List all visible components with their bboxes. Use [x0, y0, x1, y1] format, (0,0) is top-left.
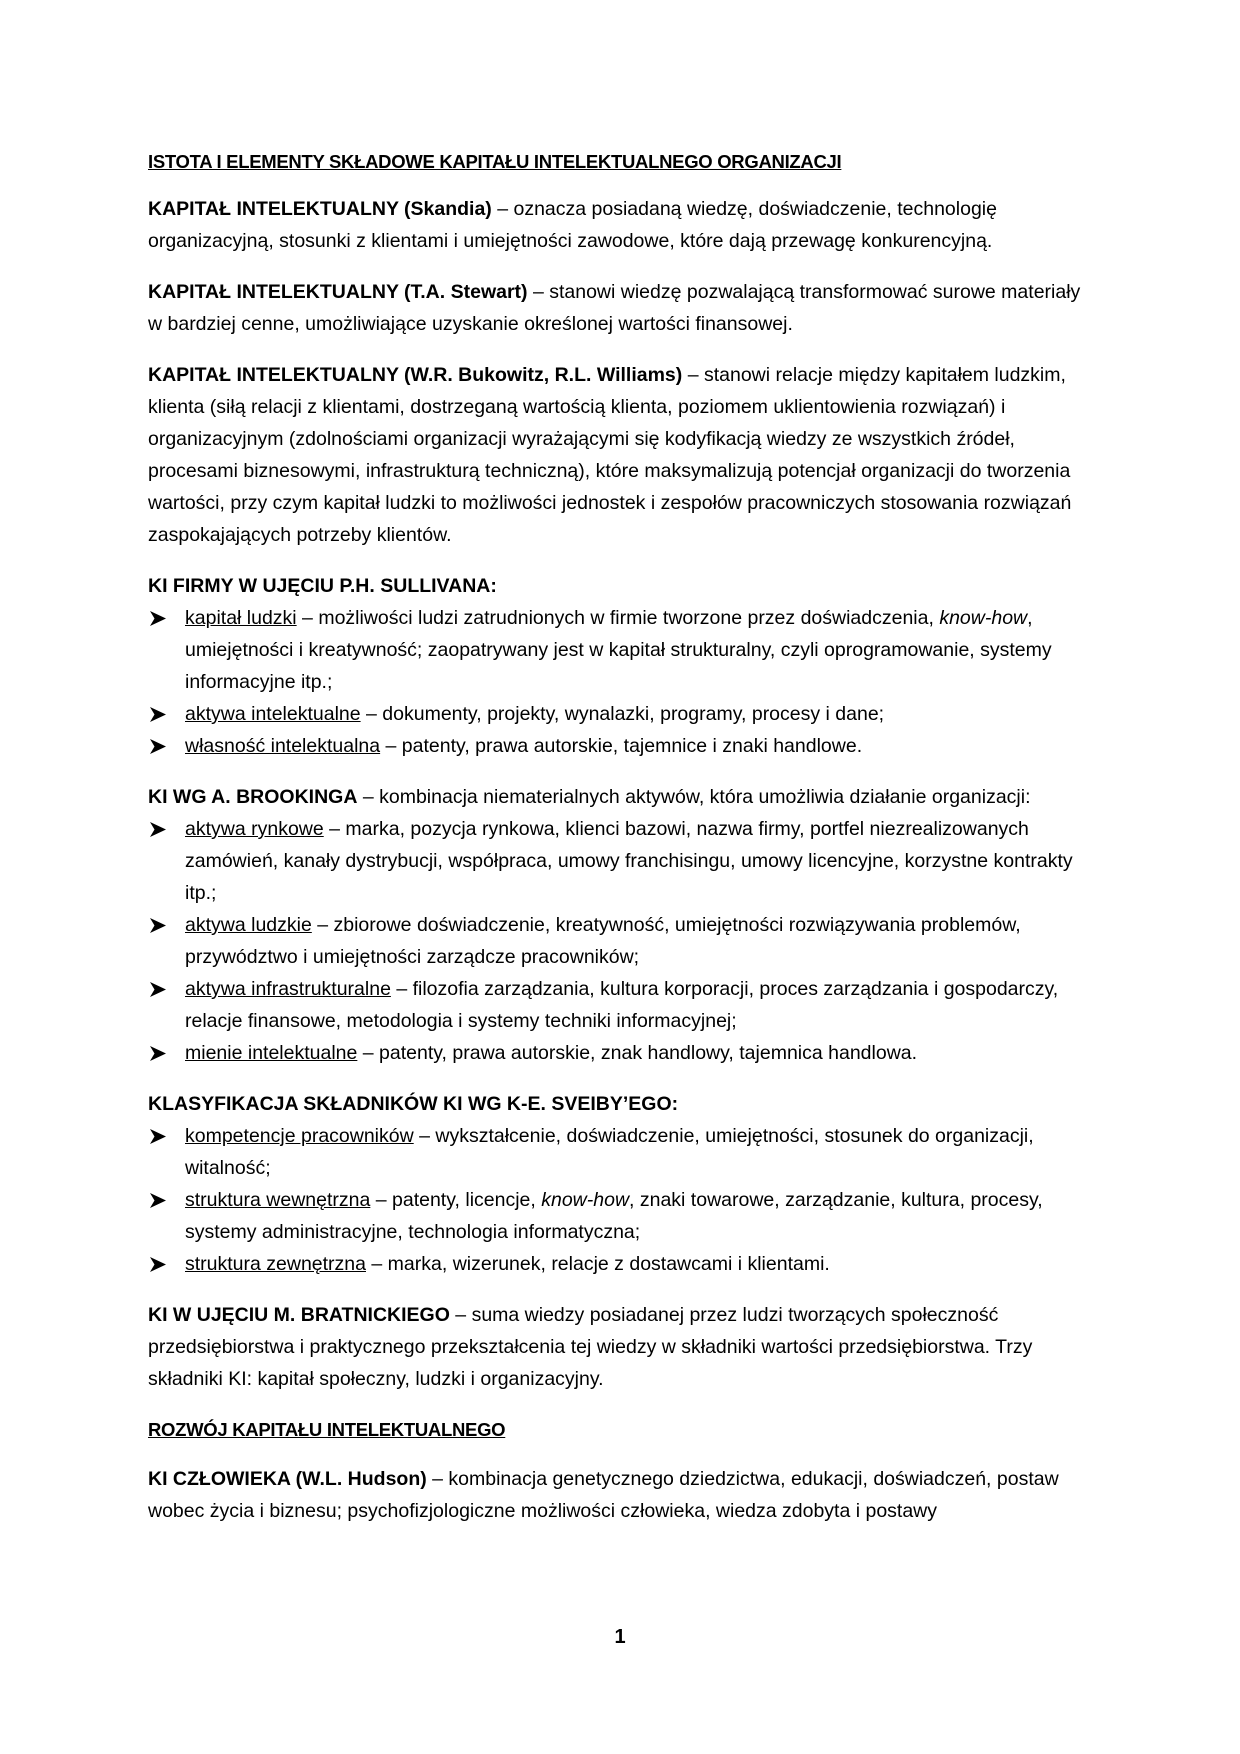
- arrow-bullet-icon: [148, 813, 168, 845]
- list-item-text: – marka, wizerunek, relacje z dostawcami i klientami.: [366, 1253, 830, 1275]
- definition-term: KI CZŁOWIEKA (W.L. Hudson): [148, 1468, 427, 1490]
- list-item-text: – dokumenty, projekty, wynalazki, programy, procesy i dane;: [360, 703, 885, 725]
- document-body: [148, 146, 1098, 1546]
- arrow-bullet-icon: [148, 1037, 168, 1069]
- list-item-italic: know-how: [939, 607, 1028, 629]
- definition-text: – oznacza posiadaną wiedzę, doświadczenie, technologię organizacyjną, stosunki z klientami i umiejętności zawodowe, które dają przewagę konkurencyjną.: [148, 198, 997, 252]
- list-item: [148, 1037, 1098, 1069]
- list-item: [148, 602, 1098, 698]
- sullivan-section-title: KI FIRMY W UJĘCIU P.H. SULLIVANA:: [148, 575, 497, 597]
- definition-bukowitz-williams: [148, 359, 1098, 551]
- list-item-text: – zbiorowe doświadczenie, kreatywność, umiejętności rozwiązywania problemów, przywództwo i umiejętności zarządcze pracowników;: [185, 914, 1021, 968]
- definition-stewart: [148, 276, 1098, 340]
- definition-term: KAPITAŁ INTELEKTUALNY (Skandia): [148, 198, 492, 220]
- sveiby-list: [148, 1120, 1098, 1280]
- arrow-bullet-icon: [148, 1248, 168, 1280]
- sveiby-section-title: KLASYFIKACJA SKŁADNIKÓW KI WG K-E. SVEIBY’EGO:: [148, 1093, 679, 1115]
- definition-text: – suma wiedzy posiadanej przez ludzi tworzących społeczność przedsiębiorstwa i praktycznego przekształcenia tej wiedzy w składniki wartości przedsiębiorstwa. Trzy składniki KI: kapitał społeczny, ludzki i organizacyjny.: [148, 1304, 1033, 1390]
- list-item: [148, 813, 1098, 909]
- list-item-text: – marka, pozycja rynkowa, klienci bazowi, nazwa firmy, portfel niezrealizowanych zamówień, kanały dystrybucji, współpraca, umowy franchisingu, umowy licencyjne, korzystne kontrakty itp.;: [185, 818, 1073, 904]
- arrow-bullet-icon: [148, 698, 168, 730]
- list-item-term: aktywa infrastrukturalne: [185, 978, 391, 1000]
- list-item: [148, 1120, 1098, 1184]
- definition-bratnicki: [148, 1299, 1098, 1395]
- document-title: ISTOTA I ELEMENTY SKŁADOWE KAPITAŁU INTELEKTUALNEGO ORGANIZACJI: [148, 151, 842, 172]
- page-number: 1: [614, 1626, 626, 1648]
- list-item: [148, 698, 1098, 730]
- list-item-term: aktywa rynkowe: [185, 818, 324, 840]
- definition-text: – stanowi wiedzę pozwalającą transformować surowe materiały w bardziej cenne, umożliwiające uzyskanie określonej wartości finansowej.: [148, 281, 1081, 335]
- list-item-text: – patenty, prawa autorskie, znak handlowy, tajemnica handlowa.: [357, 1042, 918, 1064]
- list-item-term: kompetencje pracowników: [185, 1125, 414, 1147]
- list-item-term: aktywa ludzkie: [185, 914, 312, 936]
- definition-skandia: [148, 193, 1098, 257]
- list-item-text: – wykształcenie, doświadczenie, umiejętności, stosunek do organizacji, witalność;: [185, 1125, 1034, 1179]
- arrow-bullet-icon: [148, 1120, 168, 1152]
- list-item: [148, 1248, 1098, 1280]
- definition-term: KAPITAŁ INTELEKTUALNY (W.R. Bukowitz, R.L. Williams): [148, 364, 683, 386]
- list-item-term: aktywa intelektualne: [185, 703, 361, 725]
- brooking-section-title: [148, 781, 1098, 813]
- list-item-text: – patenty, prawa autorskie, tajemnice i znaki handlowe.: [380, 735, 863, 757]
- definition-text: – stanowi relacje między kapitałem ludzkim, klienta (siłą relacji z klientami, dostrzeganą wartością klienta, poziomem uklientowienia rozwiązań) i organizacyjnym (zdolnościami organizacji wyrażającymi się kodyfikacją wiedzy ze wszystkich źródeł, procesami biznesowymi, infrastrukturą techniczną), które maksymalizują potencjał organizacji do tworzenia wartości, przy czym kapitał ludzki to możliwości jednostek i zespołów pracowniczych stosowania rozwiązań zaspokajających potrzeby klientów.: [148, 364, 1072, 546]
- definition-hudson: [148, 1463, 1098, 1527]
- development-section-title: ROZWÓJ KAPITAŁU INTELEKTUALNEGO: [148, 1419, 506, 1440]
- definition-text: – kombinacja genetycznego dziedzictwa, edukacji, doświadczeń, postaw wobec życia i biznesu; psychofizjologiczne możliwości człowieka, wiedza zdobyta i postawy: [148, 1468, 1059, 1522]
- sullivan-list: [148, 602, 1098, 762]
- definition-term: KAPITAŁ INTELEKTUALNY (T.A. Stewart): [148, 281, 528, 303]
- brooking-list: [148, 813, 1098, 1069]
- list-item: [148, 909, 1098, 973]
- brooking-term: KI WG A. BROOKINGA: [148, 786, 358, 808]
- list-item-text: – możliwości ludzi zatrudnionych w firmie tworzone przez doświadczenia,: [296, 607, 940, 629]
- list-item-term: własność intelektualna: [185, 735, 381, 757]
- arrow-bullet-icon: [148, 909, 168, 941]
- arrow-bullet-icon: [148, 730, 168, 762]
- list-item: [148, 973, 1098, 1037]
- list-item-italic: know-how: [541, 1189, 630, 1211]
- list-item-text: – patenty, licencje,: [370, 1189, 542, 1211]
- brooking-intro: – kombinacja niematerialnych aktywów, która umożliwia działanie organizacji:: [357, 786, 1031, 808]
- list-item-term: struktura wewnętrzna: [185, 1189, 371, 1211]
- arrow-bullet-icon: [148, 1184, 168, 1216]
- list-item: [148, 1184, 1098, 1248]
- list-item-term: struktura zewnętrzna: [185, 1253, 366, 1275]
- list-item-term: kapitał ludzki: [185, 607, 297, 629]
- arrow-bullet-icon: [148, 973, 168, 1005]
- list-item-text: – filozofia zarządzania, kultura korporacji, proces zarządzania i gospodarczy, relacje finansowe, metodologia i systemy techniki informacyjnej;: [185, 978, 1059, 1032]
- arrow-bullet-icon: [148, 602, 168, 634]
- list-item-text: , umiejętności i kreatywność; zaopatrywany jest w kapitał strukturalny, czyli oprogramowanie, systemy informacyjne itp.;: [185, 607, 1052, 693]
- definition-term: KI W UJĘCIU M. BRATNICKIEGO: [148, 1304, 450, 1326]
- list-item: [148, 730, 1098, 762]
- list-item-term: mienie intelektualne: [185, 1042, 358, 1064]
- list-item-text: , znaki towarowe, zarządzanie, kultura, procesy, systemy administracyjne, technologia informatyczna;: [185, 1189, 1043, 1243]
